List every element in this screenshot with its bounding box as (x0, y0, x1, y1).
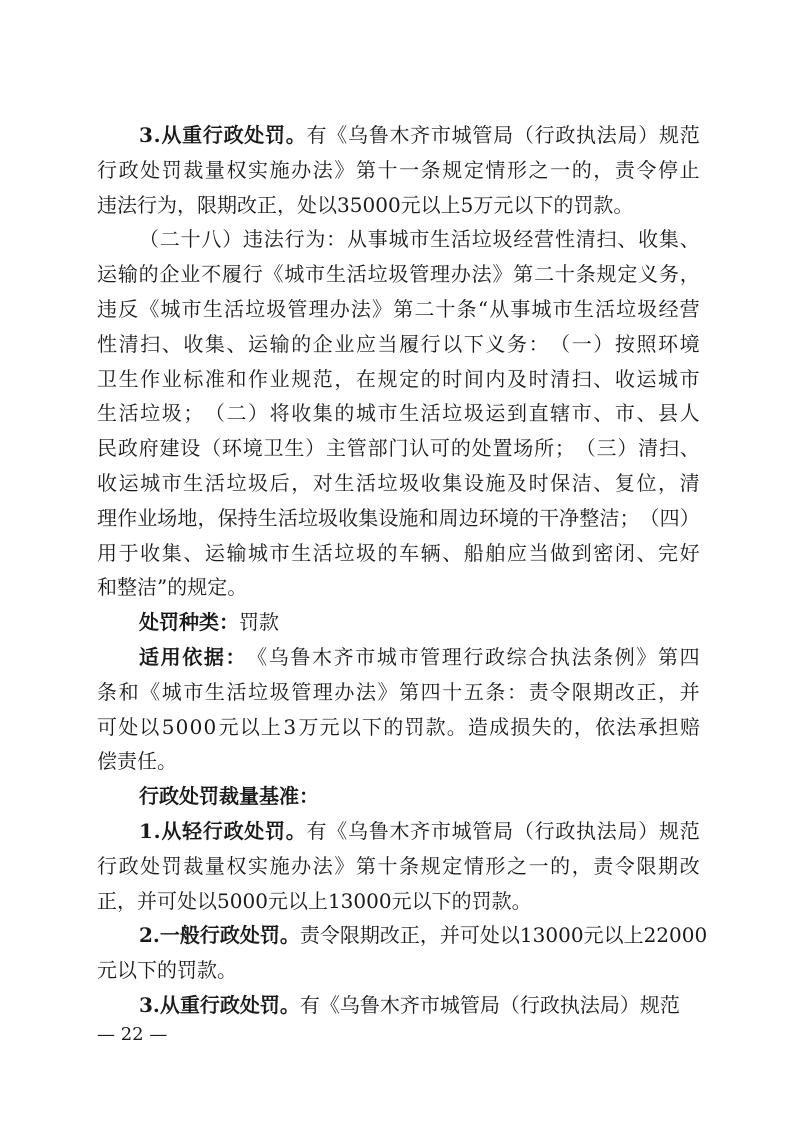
text-line: 运 输 的 企 业 不 履 行 《 城 市 生 活 垃 圾 管 理 办 法 》 第 二 十 条 规 定 义 务 ， (97, 262, 700, 287)
text-line: 违 反 《 城 市 生 活 垃 圾 管 理 办 法 》 第 二 十 条 “ 从 事 城 市 生 活 垃 圾 经 营 (97, 296, 700, 321)
text-line: 3 . 从 重 行 政 处 罚 。 有 《 乌 鲁 木 齐 市 城 管 局 （ 行 政 执 法 局 ） 规 范 (139, 123, 700, 147)
text-line: 条 和 《 城 市 生 活 垃 圾 管 理 办 法 》 第 四 十 五 条 ： 责 令 限 期 改 正 ， 并 (97, 679, 700, 704)
text-line: 适 用 依 据 ： 《 乌 鲁 木 齐 市 城 市 管 理 行 政 综 合 执 法 条 例 》 第 四 (139, 644, 700, 669)
paragraph (97, 222, 700, 605)
text-line: 元 以 下 的 罚 款 。 (97, 958, 237, 983)
paragraph (97, 814, 700, 918)
paragraph (97, 605, 700, 640)
text-line: 行 政 处 罚 裁 量 权 实 施 办 法 》 第 十 一 条 规 定 情 形 之 一 的 ， 责 令 停 止 (97, 157, 700, 182)
text-line: 用 于 收 集 、 运 输 城 市 生 活 垃 圾 的 车 辆 、 船 舶 应 当 做 到 密 闭 、 完 好 (97, 540, 700, 565)
paragraph (97, 988, 700, 1023)
document-page (97, 118, 708, 1023)
paragraph (97, 918, 708, 988)
text-line: 偿 责 任 。 (97, 749, 177, 774)
text-line: 处 罚 种 类 ： 罚 款 (139, 610, 279, 635)
text-line: 理 作 业 场 地 ， 保 持 生 活 垃 圾 收 集 设 施 和 周 边 环 境 的 干 净 整 洁 ； （ 四 ） (97, 505, 700, 530)
text-line: 3 . 从 重 行 政 处 罚 。 有 《 乌 鲁 木 齐 市 城 管 局 （ 行 政 执 法 局 ） 规 范 (139, 992, 680, 1017)
text-line: 性 清 扫 、 收 集 、 运 输 的 企 业 应 当 履 行 以 下 义 务 ： （ 一 ） 按 照 环 境 (97, 331, 700, 356)
paragraph (97, 640, 700, 779)
text-line: 行 政 处 罚 裁 量 权 实 施 办 法 》 第 十 条 规 定 情 形 之 一 的 ， 责 令 限 期 改 (97, 853, 700, 878)
page-number: — 22 — (97, 1024, 168, 1045)
text-line: 收 运 城 市 生 活 垃 圾 后 ， 对 生 活 垃 圾 收 集 设 施 及 时 保 洁 、 复 位 ， 清 (97, 470, 700, 495)
text-line: 和 整 洁 ” 的 规 定 。 (97, 575, 248, 600)
text-line: 违 法 行 为 ， 限 期 改 正 ， 处 以 3 5 0 0 0 元 以 上 5 万 元 以 下 的 罚 款 。 (97, 192, 634, 217)
text-line: 1 . 从 轻 行 政 处 罚 。 有 《 乌 鲁 木 齐 市 城 管 局 （ 行 政 执 法 局 ） 规 范 (139, 818, 700, 843)
text-line: 民 政 府 建 设 （ 环 境 卫 生 ） 主 管 部 门 认 可 的 处 置 场 所 ； （ 三 ） 清 扫 、 (97, 436, 700, 461)
text-line: 2 . 一 般 行 政 处 罚 。 责 令 限 期 改 正 ， 并 可 处 以 1 3 0 0 0 元 以 上 2 2 0 0 0 (139, 923, 708, 948)
text-line: 正 ， 并 可 处 以 5 0 0 0 元 以 上 1 3 0 0 0 元 以 下 的 罚 款 。 (97, 888, 532, 913)
text-line: 卫 生 作 业 标 准 和 作 业 规 范 ， 在 规 定 的 时 间 内 及 时 清 扫 、 收 运 城 市 (97, 366, 700, 391)
text-line: 可 处 以 5 0 0 0 元 以 上 3 万 元 以 下 的 罚 款 。 造 成 损 失 的 ， 依 法 承 担 赔 (97, 714, 700, 739)
text-line: 行 政 处 罚 裁 量 基 准 ： (139, 784, 319, 809)
paragraph (97, 779, 700, 814)
text-line: 生 活 垃 圾 ； （ 二 ） 将 收 集 的 城 市 生 活 垃 圾 运 到 直 辖 市 、 市 、 县 人 (97, 401, 700, 426)
text-line: （ 二 十 八 ） 违 法 行 为 ： 从 事 城 市 生 活 垃 圾 经 营 性 清 扫 、 收 集 、 (139, 227, 700, 252)
paragraph (97, 118, 700, 222)
